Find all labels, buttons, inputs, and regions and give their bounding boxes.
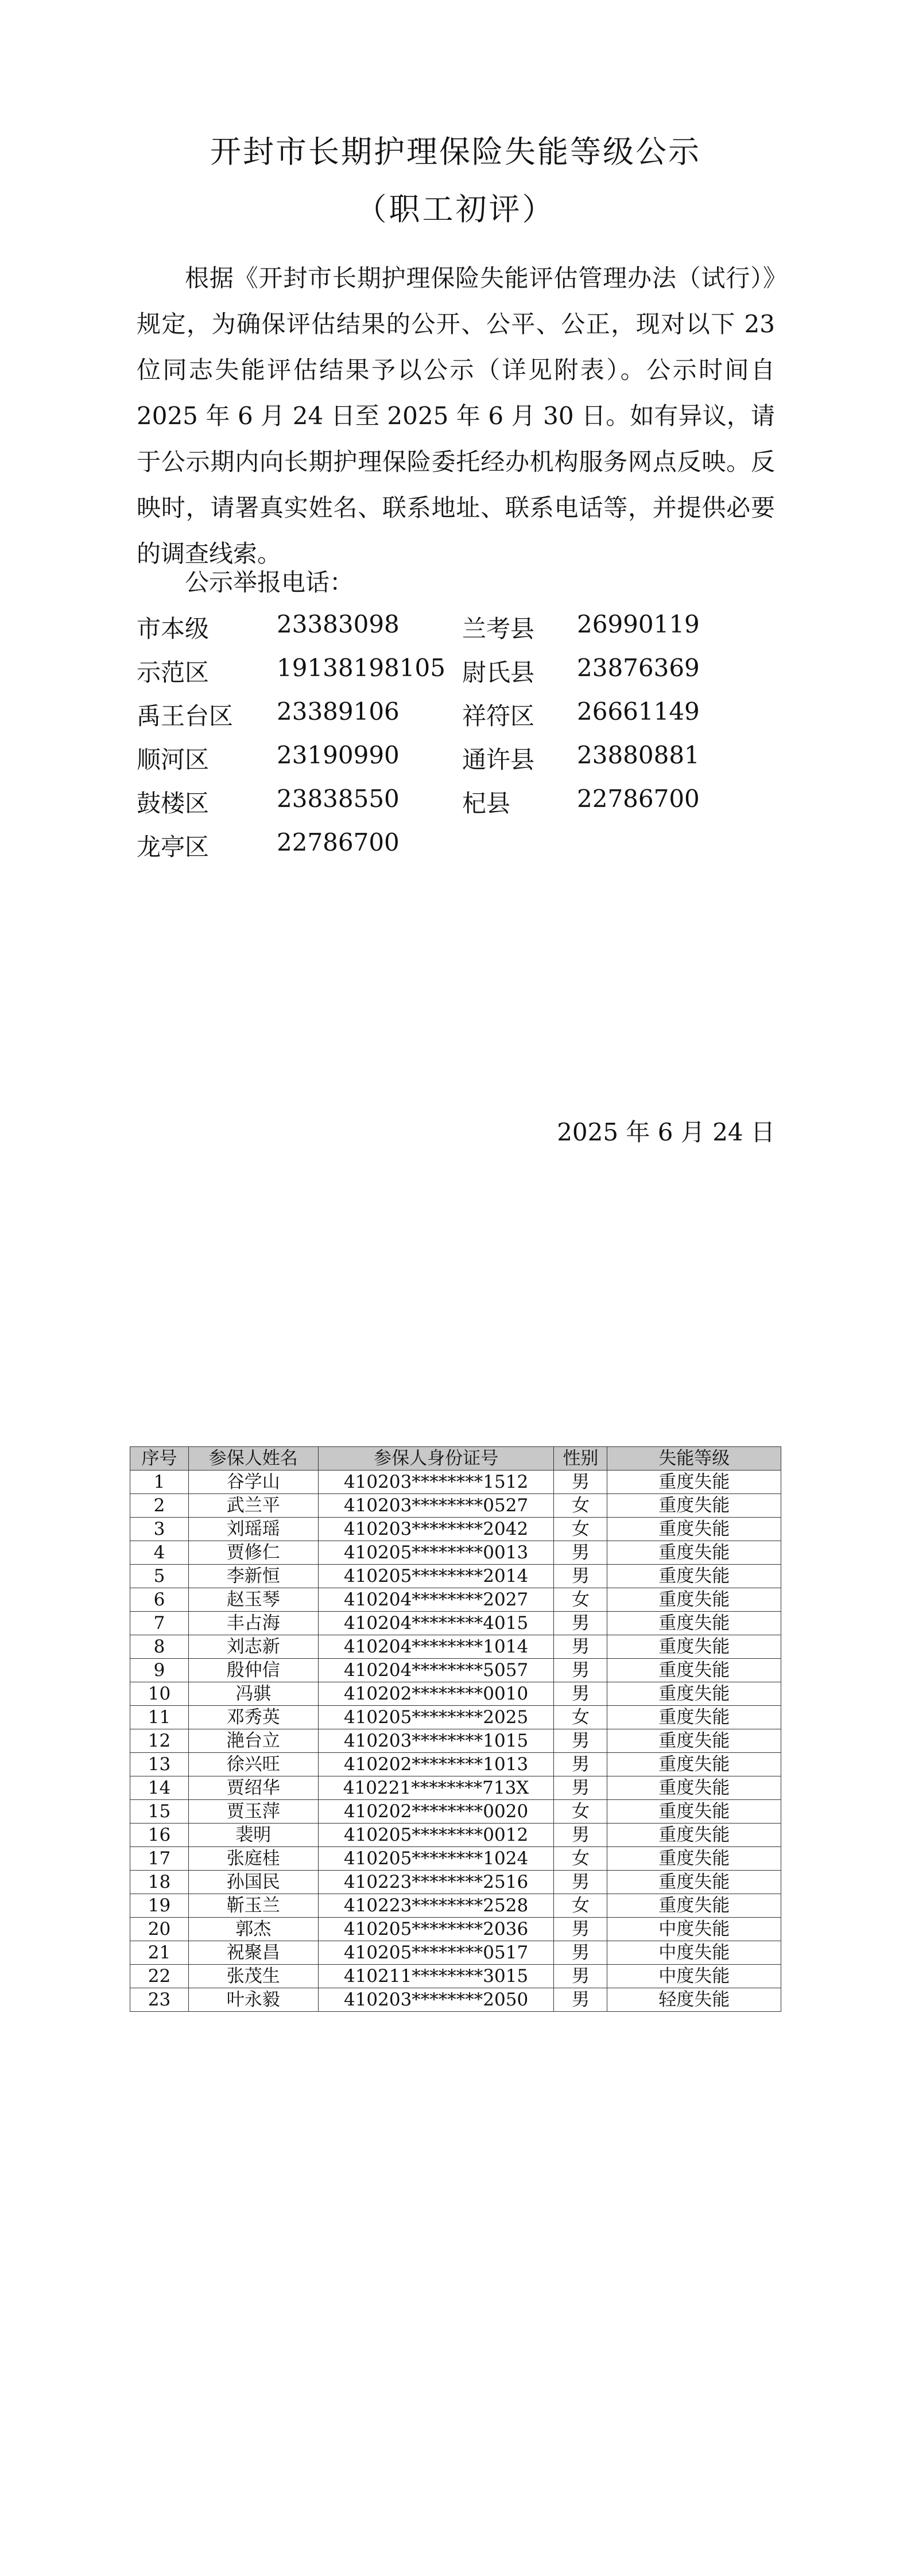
cell-gender: 男	[554, 1871, 607, 1894]
cell-index: 16	[130, 1824, 189, 1847]
cell-name: 张庭桂	[188, 1847, 318, 1871]
table-row	[130, 1729, 781, 1753]
cell-gender: 女	[554, 1894, 607, 1918]
contact-district: 示范区	[137, 658, 210, 686]
cell-disability-level: 重度失能	[607, 1871, 781, 1894]
cell-gender: 男	[554, 1988, 607, 2012]
cell-name: 赵玉琴	[188, 1588, 318, 1612]
cell-gender: 男	[554, 1565, 607, 1588]
cell-index: 11	[130, 1706, 189, 1729]
cell-name: 贾绍华	[188, 1776, 318, 1800]
contact-row	[137, 828, 711, 872]
cell-id-number: 410204********4015	[318, 1612, 554, 1635]
cell-index: 1	[130, 1471, 189, 1494]
cell-gender: 男	[554, 1682, 607, 1706]
cell-disability-level: 重度失能	[607, 1729, 781, 1753]
cell-name: 冯骐	[188, 1682, 318, 1706]
cell-name: 丰占海	[188, 1612, 318, 1635]
cell-index: 2	[130, 1494, 189, 1518]
cell-index: 10	[130, 1682, 189, 1706]
cell-name: 李新恒	[188, 1565, 318, 1588]
contact-phone: 22786700	[277, 828, 400, 856]
cell-index: 20	[130, 1918, 189, 1941]
results-table	[130, 1446, 781, 2012]
cell-id-number: 410203********1512	[318, 1471, 554, 1494]
cell-disability-level: 重度失能	[607, 1612, 781, 1635]
cell-name: 裴明	[188, 1824, 318, 1847]
table-row	[130, 1612, 781, 1635]
table-row	[130, 1800, 781, 1824]
cell-name: 刘瑶瑶	[188, 1518, 318, 1541]
cell-id-number: 410202********1013	[318, 1753, 554, 1776]
cell-gender: 女	[554, 1588, 607, 1612]
table-row	[130, 1776, 781, 1800]
table-row	[130, 1518, 781, 1541]
cell-gender: 男	[554, 1824, 607, 1847]
cell-gender: 女	[554, 1800, 607, 1824]
cell-disability-level: 重度失能	[607, 1753, 781, 1776]
contact-phone: 23190990	[277, 741, 400, 769]
table-row	[130, 1471, 781, 1494]
cell-id-number: 410203********2042	[318, 1518, 554, 1541]
cell-name: 郭杰	[188, 1918, 318, 1941]
cell-id-number: 410205********0012	[318, 1824, 554, 1847]
contact-phone: 22786700	[577, 785, 700, 813]
cell-disability-level: 重度失能	[607, 1518, 781, 1541]
cell-name: 孙国民	[188, 1871, 318, 1894]
table-row	[130, 1659, 781, 1682]
cell-disability-level: 重度失能	[607, 1541, 781, 1565]
cell-disability-level: 重度失能	[607, 1776, 781, 1800]
table-row	[130, 1871, 781, 1894]
contact-district: 鼓楼区	[137, 789, 210, 817]
header-index: 序号	[130, 1447, 189, 1471]
table-row	[130, 1918, 781, 1941]
cell-gender: 男	[554, 1635, 607, 1659]
contact-phone: 26661149	[577, 697, 700, 726]
cell-gender: 女	[554, 1518, 607, 1541]
cell-index: 14	[130, 1776, 189, 1800]
table-row	[130, 1541, 781, 1565]
cell-disability-level: 重度失能	[607, 1706, 781, 1729]
cell-index: 22	[130, 1965, 189, 1988]
cell-index: 6	[130, 1588, 189, 1612]
cell-index: 5	[130, 1565, 189, 1588]
cell-id-number: 410203********1015	[318, 1729, 554, 1753]
cell-gender: 男	[554, 1776, 607, 1800]
contact-district: 市本级	[137, 615, 210, 643]
cell-name: 刘志新	[188, 1635, 318, 1659]
cell-disability-level: 中度失能	[607, 1941, 781, 1965]
cell-index: 15	[130, 1800, 189, 1824]
contact-phone: 23876369	[577, 654, 700, 682]
document-subtitle: （职工初评）	[355, 191, 556, 227]
table-row	[130, 1635, 781, 1659]
cell-name: 徐兴旺	[188, 1753, 318, 1776]
cell-name: 张茂生	[188, 1965, 318, 1988]
contact-row	[137, 610, 711, 654]
cell-index: 4	[130, 1541, 189, 1565]
cell-id-number: 410223********2516	[318, 1871, 554, 1894]
contact-row	[137, 697, 711, 741]
table-row	[130, 1824, 781, 1847]
cell-id-number: 410204********5057	[318, 1659, 554, 1682]
table-row	[130, 1494, 781, 1518]
cell-index: 18	[130, 1871, 189, 1894]
cell-disability-level: 重度失能	[607, 1494, 781, 1518]
contact-district: 禹王台区	[137, 702, 234, 730]
cell-index: 3	[130, 1518, 189, 1541]
cell-name: 邓秀英	[188, 1706, 318, 1729]
table-row	[130, 1847, 781, 1871]
header-id-number: 参保人身份证号	[318, 1447, 554, 1471]
cell-disability-level: 轻度失能	[607, 1988, 781, 2012]
notice-date: 2025 年 6 月 24 日	[557, 1118, 775, 1146]
cell-disability-level: 重度失能	[607, 1565, 781, 1588]
cell-name: 贾修仁	[188, 1541, 318, 1565]
contact-phone: 23383098	[277, 610, 400, 638]
table-row	[130, 1941, 781, 1965]
cell-id-number: 410203********2050	[318, 1988, 554, 2012]
cell-disability-level: 重度失能	[607, 1635, 781, 1659]
notice-paragraph: 根据《开封市长期护理保险失能评估管理办法（试行）》规定，为确保评估结果的公开、公平、公正，现对以下 23 位同志失能评估结果予以公示（详见附表）。公示时间自 2025 年 6 月 24 日至 2025 年 6 月 30 日。如有异议，请于公示期内向长期护理保险委托经办机构服务网点反映。反映时，请署真实姓名、联系地址、联系电话等，并提供必要的调查线索。	[137, 264, 775, 568]
contact-district: 龙亭区	[137, 833, 210, 861]
cell-gender: 男	[554, 1659, 607, 1682]
table-body	[130, 1471, 781, 2012]
cell-id-number: 410205********0517	[318, 1941, 554, 1965]
cell-name: 武兰平	[188, 1494, 318, 1518]
table-row	[130, 1965, 781, 1988]
cell-gender: 男	[554, 1918, 607, 1941]
cell-index: 13	[130, 1753, 189, 1776]
contact-district: 杞县	[462, 789, 511, 817]
cell-disability-level: 重度失能	[607, 1847, 781, 1871]
contact-row	[137, 785, 711, 828]
contact-district: 通许县	[462, 746, 535, 774]
contact-phone: 19138198105	[277, 654, 445, 682]
cell-id-number: 410203********0527	[318, 1494, 554, 1518]
cell-gender: 女	[554, 1494, 607, 1518]
cell-index: 21	[130, 1941, 189, 1965]
cell-id-number: 410223********2528	[318, 1894, 554, 1918]
table-row	[130, 1588, 781, 1612]
cell-index: 19	[130, 1894, 189, 1918]
cell-id-number: 410205********1024	[318, 1847, 554, 1871]
cell-gender: 男	[554, 1753, 607, 1776]
cell-gender: 男	[554, 1941, 607, 1965]
cell-gender: 女	[554, 1706, 607, 1729]
cell-gender: 男	[554, 1541, 607, 1565]
cell-disability-level: 重度失能	[607, 1471, 781, 1494]
header-disability-level: 失能等级	[607, 1447, 781, 1471]
table-row	[130, 1988, 781, 2012]
cell-gender: 男	[554, 1471, 607, 1494]
contact-phone: 26990119	[577, 610, 700, 638]
cell-name: 殷仲信	[188, 1659, 318, 1682]
contact-district: 尉氏县	[462, 658, 535, 686]
cell-disability-level: 重度失能	[607, 1824, 781, 1847]
cell-name: 祝聚昌	[188, 1941, 318, 1965]
cell-name: 谷学山	[188, 1471, 318, 1494]
contact-row	[137, 654, 711, 697]
header-name: 参保人姓名	[188, 1447, 318, 1471]
cell-id-number: 410204********1014	[318, 1635, 554, 1659]
cell-disability-level: 中度失能	[607, 1918, 781, 1941]
cell-gender: 男	[554, 1612, 607, 1635]
cell-id-number: 410202********0010	[318, 1682, 554, 1706]
cell-id-number: 410221********713X	[318, 1776, 554, 1800]
cell-name: 叶永毅	[188, 1988, 318, 2012]
contacts-heading: 公示举报电话：	[185, 568, 354, 596]
table-row	[130, 1753, 781, 1776]
cell-index: 7	[130, 1612, 189, 1635]
cell-disability-level: 重度失能	[607, 1894, 781, 1918]
contact-district: 祥符区	[462, 702, 535, 730]
cell-id-number: 410205********2025	[318, 1706, 554, 1729]
cell-disability-level: 重度失能	[607, 1588, 781, 1612]
cell-disability-level: 重度失能	[607, 1659, 781, 1682]
table-header-row	[130, 1447, 781, 1471]
header-gender: 性别	[554, 1447, 607, 1471]
cell-index: 23	[130, 1988, 189, 2012]
cell-gender: 女	[554, 1847, 607, 1871]
cell-gender: 男	[554, 1729, 607, 1753]
contact-district: 顺河区	[137, 746, 210, 774]
cell-name: 靳玉兰	[188, 1894, 318, 1918]
cell-name: 贾玉萍	[188, 1800, 318, 1824]
cell-index: 9	[130, 1659, 189, 1682]
cell-id-number: 410202********0020	[318, 1800, 554, 1824]
contact-phone: 23389106	[277, 697, 400, 726]
cell-id-number: 410204********2027	[318, 1588, 554, 1612]
table-row	[130, 1706, 781, 1729]
cell-id-number: 410205********2014	[318, 1565, 554, 1588]
contacts-list	[137, 610, 711, 872]
cell-index: 12	[130, 1729, 189, 1753]
table-row	[130, 1565, 781, 1588]
cell-id-number: 410211********3015	[318, 1965, 554, 1988]
cell-index: 17	[130, 1847, 189, 1871]
contact-row	[137, 741, 711, 785]
contact-district: 兰考县	[462, 615, 535, 643]
contact-phone: 23838550	[277, 785, 400, 813]
cell-disability-level: 中度失能	[607, 1965, 781, 1988]
cell-id-number: 410205********0013	[318, 1541, 554, 1565]
cell-index: 8	[130, 1635, 189, 1659]
cell-name: 滟台立	[188, 1729, 318, 1753]
table-row	[130, 1682, 781, 1706]
cell-disability-level: 重度失能	[607, 1800, 781, 1824]
table-row	[130, 1894, 781, 1918]
contact-phone: 23880881	[577, 741, 700, 769]
results-table-wrapper	[130, 1446, 781, 2012]
cell-disability-level: 重度失能	[607, 1682, 781, 1706]
document-title: 开封市长期护理保险失能等级公示	[210, 134, 701, 170]
cell-gender: 男	[554, 1965, 607, 1988]
cell-id-number: 410205********2036	[318, 1918, 554, 1941]
